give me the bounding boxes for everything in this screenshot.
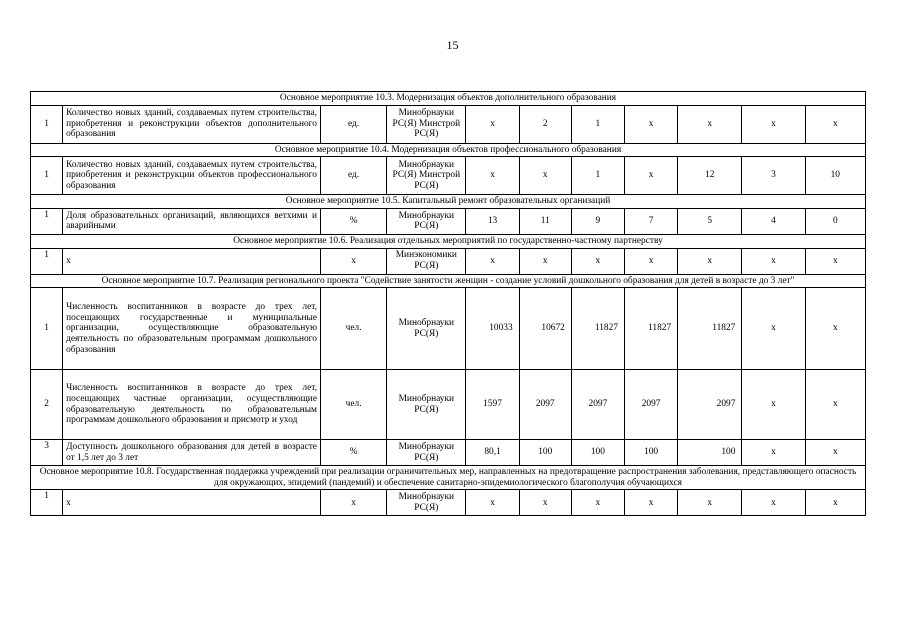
value-cell: x xyxy=(624,248,677,274)
responsible-cell: Минобрнауки РС(Я) xyxy=(387,288,466,370)
unit-cell: % xyxy=(320,440,386,466)
section-header-10-5: Основное мероприятие 10.5. Капитальный ремонт образовательных организаций xyxy=(31,195,866,209)
unit-cell: ед. xyxy=(320,105,386,143)
table-row xyxy=(31,248,866,274)
value-cell: 2097 xyxy=(624,370,677,440)
value-cell: 0 xyxy=(805,208,865,234)
value-cell: 2 xyxy=(519,105,571,143)
value-cell: x xyxy=(805,490,865,516)
value-cell: 11827 xyxy=(678,288,742,370)
row-number: 1 xyxy=(31,105,63,143)
value-cell: x xyxy=(742,288,805,370)
value-cell: 12 xyxy=(678,157,742,195)
value-cell: 100 xyxy=(519,440,571,466)
table-row xyxy=(31,157,866,195)
row-number: 1 xyxy=(31,490,63,516)
value-cell: 13 xyxy=(466,208,519,234)
value-cell: x xyxy=(519,157,571,195)
value-cell: x xyxy=(678,490,742,516)
row-number: 1 xyxy=(31,288,63,370)
value-cell: 1597 xyxy=(466,370,519,440)
value-cell: x xyxy=(742,490,805,516)
value-cell: 3 xyxy=(742,157,805,195)
value-cell: 80,1 xyxy=(466,440,519,466)
table-row xyxy=(31,370,866,440)
responsible-cell: Минобрнауки РС(Я) Минстрой РС(Я) xyxy=(387,105,466,143)
value-cell: x xyxy=(571,248,624,274)
value-cell: 1 xyxy=(571,157,624,195)
table-row xyxy=(31,105,866,143)
row-number: 2 xyxy=(31,370,63,440)
responsible-cell: Минобрнауки РС(Я) xyxy=(387,370,466,440)
value-cell: 100 xyxy=(678,440,742,466)
indicator-name: x xyxy=(63,490,321,516)
value-cell: 2097 xyxy=(519,370,571,440)
table-row xyxy=(31,288,866,370)
value-cell: x xyxy=(742,248,805,274)
value-cell: x xyxy=(742,440,805,466)
value-cell: x xyxy=(624,157,677,195)
value-cell: 100 xyxy=(571,440,624,466)
value-cell: x xyxy=(466,490,519,516)
value-cell: x xyxy=(742,105,805,143)
value-cell: x xyxy=(805,248,865,274)
indicator-name: Количество новых зданий, создаваемых путем строительства, приобретения и реконструкции объектов дополнительного образования xyxy=(63,105,321,143)
value-cell: 2097 xyxy=(678,370,742,440)
value-cell: x xyxy=(466,248,519,274)
row-number: 1 xyxy=(31,208,63,234)
value-cell: 100 xyxy=(624,440,677,466)
indicator-name: Численность воспитанников в возрасте до трех лет, посещающих государственные и муниципальные организации, осуществляющие образовательную деятельность по образовательным программам дошкольного образования xyxy=(63,288,321,370)
row-number: 1 xyxy=(31,248,63,274)
value-cell: x xyxy=(678,105,742,143)
value-cell: 9 xyxy=(571,208,624,234)
section-header-10-6: Основное мероприятие 10.6. Реализация отдельных мероприятий по государственно-частному партнерству xyxy=(31,234,866,248)
section-header-10-8: Основное мероприятие 10.8. Государственная поддержка учреждений при реализации ограничительных мер, направленных на предотвращение распространения заболевания, представляющего опасность для окружающих, эпидемий (пандемий) и обеспечение санитарно-эпидемиологического благополучия обучающихся xyxy=(31,466,866,490)
value-cell: x xyxy=(519,248,571,274)
row-number: 1 xyxy=(31,157,63,195)
row-number: 3 xyxy=(31,440,63,466)
unit-cell: % xyxy=(320,208,386,234)
responsible-cell: Минэкономики РС(Я) xyxy=(387,248,466,274)
responsible-cell: Минобрнауки РС(Я) xyxy=(387,440,466,466)
indicator-name: Численность воспитанников в возрасте до трех лет, посещающих частные организации, осуществляющие образовательную деятельность по образовательным программам дошкольного образования и присмотр и уход xyxy=(63,370,321,440)
table-row xyxy=(31,490,866,516)
responsible-cell: Минобрнауки РС(Я) xyxy=(387,208,466,234)
indicator-name: Доступность дошкольного образования для детей в возрасте от 1,5 лет до 3 лет xyxy=(63,440,321,466)
value-cell: x xyxy=(805,370,865,440)
value-cell: 10 xyxy=(805,157,865,195)
unit-cell: x xyxy=(320,248,386,274)
value-cell: 2097 xyxy=(571,370,624,440)
value-cell: 10672 xyxy=(519,288,571,370)
responsible-cell: Минобрнауки РС(Я) xyxy=(387,490,466,516)
value-cell: 11827 xyxy=(624,288,677,370)
value-cell: 4 xyxy=(742,208,805,234)
indicators-table xyxy=(30,91,866,516)
section-header-10-4: Основное мероприятие 10.4. Модернизация объектов профессионального образования xyxy=(31,143,866,157)
value-cell: 1 xyxy=(571,105,624,143)
value-cell: 11 xyxy=(519,208,571,234)
responsible-cell: Минобрнауки РС(Я) Минстрой РС(Я) xyxy=(387,157,466,195)
indicator-name: x xyxy=(63,248,321,274)
value-cell: x xyxy=(624,105,677,143)
value-cell: x xyxy=(466,105,519,143)
value-cell: x xyxy=(742,370,805,440)
unit-cell: чел. xyxy=(320,288,386,370)
value-cell: 10033 xyxy=(466,288,519,370)
value-cell: x xyxy=(805,288,865,370)
value-cell: x xyxy=(466,157,519,195)
section-header-10-7: Основное мероприятие 10.7. Реализация регионального проекта "Содействие занятости женщин - создание условий дошкольного образования для детей в возрасте до 3 лет" xyxy=(31,274,866,288)
value-cell: x xyxy=(678,248,742,274)
unit-cell: ед. xyxy=(320,157,386,195)
value-cell: 7 xyxy=(624,208,677,234)
value-cell: x xyxy=(571,490,624,516)
table-row xyxy=(31,440,866,466)
value-cell: 11827 xyxy=(571,288,624,370)
table-row xyxy=(31,208,866,234)
value-cell: x xyxy=(519,490,571,516)
unit-cell: чел. xyxy=(320,370,386,440)
value-cell: 5 xyxy=(678,208,742,234)
indicator-name: Количество новых зданий, создаваемых путем строительства, приобретения и реконструкции объектов профессионального образования xyxy=(63,157,321,195)
value-cell: x xyxy=(805,440,865,466)
indicator-name: Доля образовательных организаций, являющихся ветхими и аварийными xyxy=(63,208,321,234)
value-cell: x xyxy=(624,490,677,516)
section-header-10-3: Основное мероприятие 10.3. Модернизация объектов дополнительного образования xyxy=(31,92,866,106)
unit-cell: x xyxy=(320,490,386,516)
value-cell: x xyxy=(805,105,865,143)
page-number: 15 xyxy=(446,38,459,52)
